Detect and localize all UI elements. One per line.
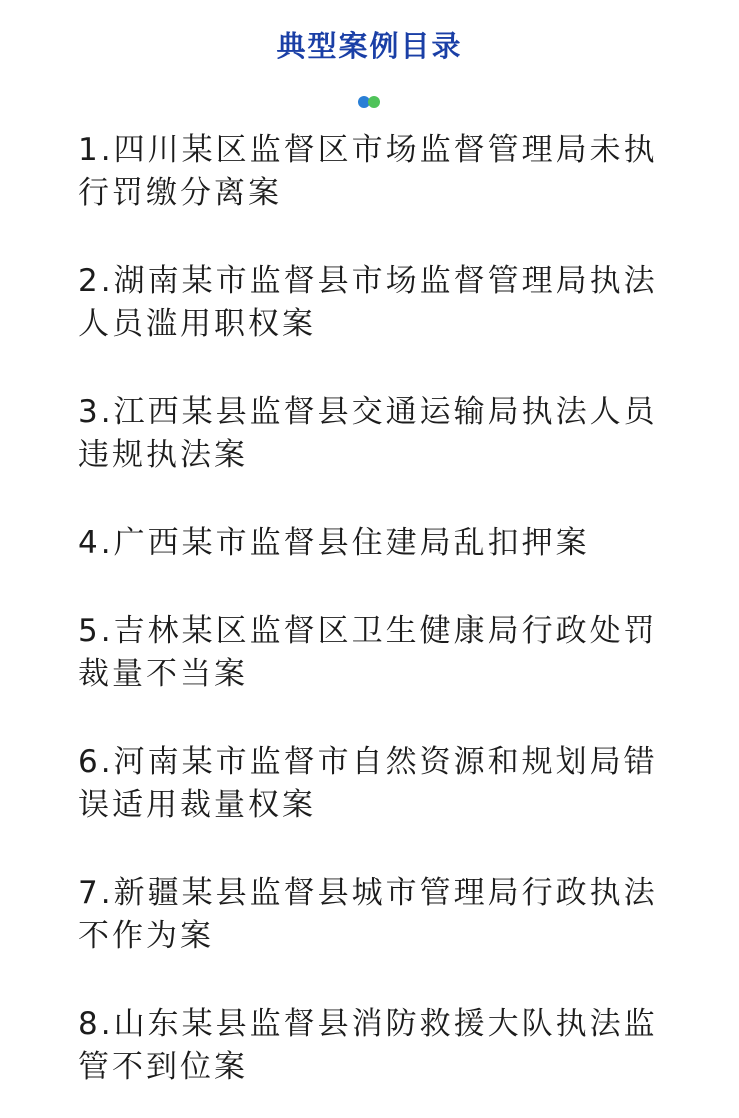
- case-item-4: 4.广西某市监督县住建局乱扣押案: [78, 525, 590, 561]
- case-item-5: 5.吉林某区监督区卫生健康局行政处罚裁量不当案: [78, 613, 658, 692]
- case-item-7: 7.新疆某县监督县城市管理局行政执法不作为案: [78, 875, 658, 954]
- case-item-8: 8.山东某县监督县消防救援大队执法监管不到位案: [78, 1006, 658, 1085]
- two-dots-icon: [358, 96, 388, 108]
- page-title: 典型案例目录: [276, 29, 463, 63]
- case-item-3: 3.江西某县监督县交通运输局执法人员违规执法案: [78, 394, 658, 473]
- case-item-2: 2.湖南某市监督县市场监督管理局执法人员滥用职权案: [78, 263, 658, 342]
- green-dot-icon: [368, 96, 380, 108]
- case-item-6: 6.河南某市监督市自然资源和规划局错误适用裁量权案: [78, 744, 658, 823]
- case-item-1: 1.四川某区监督区市场监督管理局未执行罚缴分离案: [78, 132, 658, 211]
- case-list: [78, 129, 678, 1089]
